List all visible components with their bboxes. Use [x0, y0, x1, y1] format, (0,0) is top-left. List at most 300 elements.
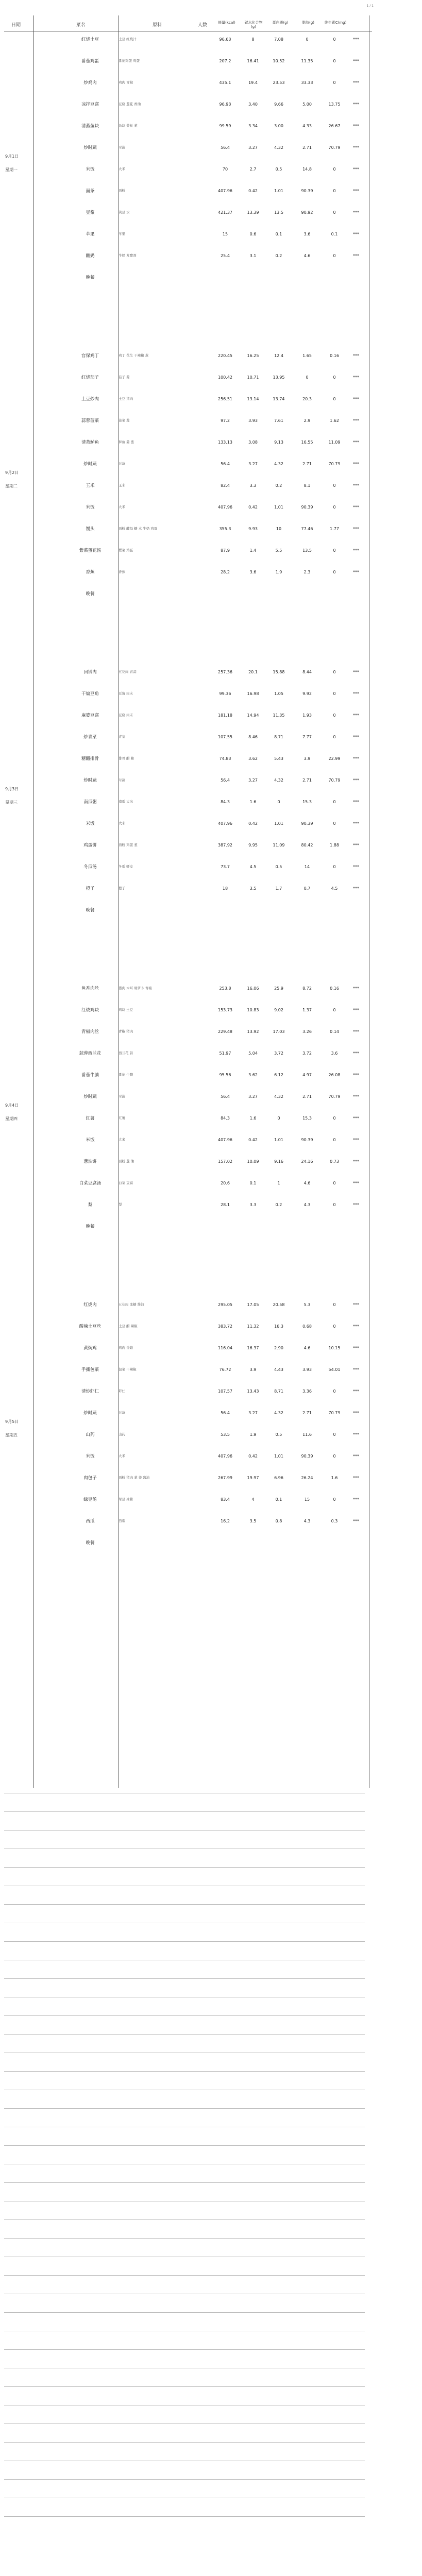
- mark-value: ***: [353, 210, 359, 215]
- carb-value: 10.71: [247, 375, 259, 380]
- fat-value: 2.9: [303, 418, 311, 423]
- protein-value: 7.61: [274, 418, 283, 423]
- carb-value: 10.83: [247, 1008, 259, 1012]
- header-fat: 脂肪(g): [302, 21, 314, 25]
- fat-value: 90.92: [301, 210, 313, 215]
- carb-value: 16.06: [247, 986, 259, 991]
- mark-value: ***: [353, 397, 359, 401]
- mark-value: ***: [353, 670, 359, 674]
- dish-name: 青椒肉丝: [81, 1029, 99, 1035]
- dish-ingredients: 面粉 酵母 糖 水 牛奶 鸡蛋: [119, 527, 158, 531]
- mark-value: ***: [353, 440, 359, 445]
- carb-value: 3.34: [248, 124, 258, 128]
- fat-value: 2.71: [302, 1411, 312, 1415]
- energy-value: 16.2: [221, 1519, 230, 1523]
- row-rule: [4, 2442, 365, 2443]
- vitc-value: 0: [333, 483, 336, 488]
- dish-name: 炒时蔬: [83, 778, 97, 783]
- dish-name: 清蒸鲈鱼: [81, 440, 99, 445]
- energy-value: 87.9: [221, 548, 230, 553]
- vitc-value: 0.16: [330, 353, 339, 358]
- protein-value: 25.9: [274, 986, 283, 991]
- row-rule: [4, 2238, 365, 2239]
- dish-ingredients: 红薯: [119, 1116, 125, 1120]
- dish-name: 凉拌豆腐: [81, 102, 99, 107]
- row-rule: [4, 2034, 365, 2035]
- mark-value: ***: [353, 353, 359, 358]
- protein-value: 11.35: [273, 713, 285, 718]
- fat-value: 15.3: [302, 1116, 312, 1121]
- vitc-value: 70.79: [328, 462, 341, 466]
- fat-value: 11.35: [301, 59, 313, 63]
- mark-value: ***: [353, 691, 359, 696]
- energy-value: 15: [222, 232, 228, 236]
- dish-ingredients: 面粉 葱 油: [119, 1159, 134, 1163]
- dish-ingredients: 面粉 猪肉 葱 姜 酱油: [119, 1476, 150, 1480]
- carb-value: 0.42: [248, 1138, 258, 1142]
- dish-ingredients: 鱼块 姜丝 葱: [119, 124, 138, 128]
- mark-value: ***: [353, 145, 359, 150]
- dish-name: 南瓜粥: [83, 800, 97, 805]
- fat-value: 90.39: [301, 505, 313, 510]
- dish-ingredients: 香蕉: [119, 570, 125, 574]
- carb-value: 1.6: [249, 1116, 257, 1121]
- fat-value: 4.3: [303, 1202, 311, 1207]
- protein-value: 0.5: [275, 1432, 282, 1437]
- dish-ingredients: 橙子: [119, 886, 125, 890]
- protein-value: 1: [277, 1181, 280, 1185]
- protein-value: 1.01: [274, 1138, 283, 1142]
- mark-value: ***: [353, 1029, 359, 1034]
- dish-ingredients: 鸡丁 花生 干辣椒 葱: [119, 353, 149, 358]
- mark-value: ***: [353, 189, 359, 193]
- vitc-value: 22.99: [328, 756, 341, 761]
- dish-ingredients: 土豆 红烧汁: [119, 37, 137, 41]
- mark-value: ***: [353, 1202, 359, 1207]
- fat-value: 4.6: [303, 1346, 311, 1350]
- energy-value: 181.18: [218, 713, 232, 718]
- vitc-value: 0.1: [331, 232, 338, 236]
- mark-value: ***: [353, 1094, 359, 1099]
- energy-value: 18: [222, 886, 228, 891]
- energy-value: 107.57: [218, 1389, 232, 1394]
- carb-value: 13.92: [247, 1029, 259, 1034]
- vitc-value: 70.79: [328, 145, 341, 150]
- protein-value: 4.32: [274, 778, 283, 783]
- row-rule: [4, 1904, 365, 1905]
- header-vitc: 维生素C(mg): [324, 21, 347, 25]
- vitc-value: 0: [333, 1302, 336, 1307]
- fat-value: 2.71: [302, 1094, 312, 1099]
- carb-value: 19.97: [247, 1476, 259, 1480]
- dish-name: 苹果: [86, 232, 95, 237]
- dish-name: 干煸豆角: [81, 691, 99, 697]
- row-rule: [4, 1830, 365, 1831]
- dish-ingredients: 白菜 豆腐: [119, 1181, 133, 1185]
- vitc-value: 0: [333, 397, 336, 401]
- fat-value: 3.36: [302, 1389, 312, 1394]
- dish-ingredients: 土豆 猪肉: [119, 397, 133, 401]
- energy-value: 51.97: [219, 1051, 231, 1056]
- energy-value: 28.1: [221, 1202, 230, 1207]
- vitc-value: 10.15: [328, 1346, 341, 1350]
- dish-name: 红烧肉: [83, 1302, 97, 1308]
- fat-value: 2.71: [302, 778, 312, 783]
- energy-value: 107.55: [218, 735, 232, 739]
- vitc-value: 0.14: [330, 1029, 339, 1034]
- carb-value: 16.98: [247, 691, 259, 696]
- day-date: 9月4日: [5, 1103, 19, 1108]
- row-rule: [4, 1978, 365, 1979]
- dish-ingredients: 南瓜 大米: [119, 800, 133, 804]
- fat-value: 5.3: [303, 1302, 311, 1307]
- day-weekday: 星期三: [5, 800, 18, 805]
- energy-value: 253.8: [219, 986, 231, 991]
- protein-value: 1.05: [274, 691, 283, 696]
- fat-value: 90.39: [301, 1138, 313, 1142]
- carb-value: 10.09: [247, 1159, 259, 1164]
- mark-value: ***: [353, 505, 359, 510]
- mark-value: ***: [353, 1008, 359, 1012]
- energy-value: 407.96: [218, 1138, 232, 1142]
- energy-value: 407.96: [218, 189, 232, 193]
- carb-value: 8: [251, 37, 255, 42]
- dish-name: 米饭: [86, 821, 95, 826]
- mark-value: ***: [353, 80, 359, 85]
- mark-value: ***: [353, 1138, 359, 1142]
- dish-ingredients: 猪肉 木耳 胡萝卜 青椒: [119, 986, 152, 990]
- protein-value: 10: [276, 527, 282, 531]
- carb-value: 0.42: [248, 821, 258, 826]
- energy-value: 99.59: [219, 124, 231, 128]
- vitc-value: 26.08: [328, 1073, 341, 1077]
- vitc-value: 0: [333, 1138, 336, 1142]
- header-energy: 能量(kcal): [218, 21, 235, 25]
- protein-value: 23.53: [273, 80, 285, 85]
- energy-value: 229.48: [218, 1029, 232, 1034]
- protein-value: 1.01: [274, 189, 283, 193]
- protein-value: 0.1: [275, 1497, 282, 1502]
- protein-value: 1.01: [274, 821, 283, 826]
- row-rule: [4, 2516, 365, 2517]
- dish-name: 红薯: [86, 1116, 95, 1121]
- vitc-value: 0: [333, 865, 336, 869]
- day-date: 9月1日: [5, 154, 19, 159]
- dish-ingredients: 大米: [119, 505, 125, 509]
- dish-name: 红烧茄子: [81, 375, 99, 380]
- carb-value: 0.6: [249, 232, 257, 236]
- protein-value: 1.9: [275, 570, 282, 574]
- mark-value: ***: [353, 1346, 359, 1350]
- dish-ingredients: 排骨 醋 糖: [119, 756, 134, 760]
- carb-value: 3.9: [249, 1367, 257, 1372]
- vitc-value: 3.6: [331, 1051, 338, 1056]
- dish-name: 黄焖鸡: [83, 1346, 97, 1351]
- fat-value: 4.3: [303, 1519, 311, 1523]
- vitc-value: 0: [333, 821, 336, 826]
- energy-value: 53.5: [221, 1432, 230, 1437]
- fat-value: 14.8: [302, 167, 312, 172]
- fat-value: 1.65: [302, 353, 312, 358]
- mark-value: ***: [353, 1389, 359, 1394]
- dish-ingredients: 鲈鱼 姜 葱: [119, 440, 134, 444]
- dish-ingredients: 豆腐 葱花 香油: [119, 102, 141, 106]
- protein-value: 0.1: [275, 232, 282, 236]
- mark-value: ***: [353, 375, 359, 380]
- energy-value: 84.3: [221, 800, 230, 804]
- fat-value: 3.6: [303, 232, 311, 236]
- vitc-value: 0: [333, 37, 336, 42]
- dish-name: 晚餐: [86, 908, 95, 913]
- fat-value: 2.71: [302, 145, 312, 150]
- mark-value: ***: [353, 1073, 359, 1077]
- vitc-value: 0: [333, 1389, 336, 1394]
- carb-value: 3.62: [248, 756, 258, 761]
- mark-value: ***: [353, 418, 359, 423]
- mark-value: ***: [353, 713, 359, 718]
- fat-value: 5.00: [302, 102, 312, 107]
- page-indicator: 1 / 1: [366, 4, 374, 8]
- mark-value: ***: [353, 527, 359, 531]
- dish-name: 酸奶: [86, 253, 95, 259]
- fat-value: 8.72: [302, 986, 312, 991]
- vitc-value: 54.01: [328, 1367, 341, 1372]
- energy-value: 387.92: [218, 843, 232, 848]
- carb-value: 3.3: [249, 1202, 257, 1207]
- mark-value: ***: [353, 1497, 359, 1502]
- dish-name: 鸡蛋饼: [83, 843, 97, 848]
- mark-value: ***: [353, 800, 359, 804]
- dish-name: 酸辣土豆丝: [79, 1324, 102, 1329]
- mark-value: ***: [353, 1476, 359, 1480]
- dish-name: 蒜蓉菠菜: [81, 418, 99, 423]
- vitc-value: 0: [333, 1181, 336, 1185]
- vitc-value: 0.16: [330, 986, 339, 991]
- carb-value: 11.32: [247, 1324, 259, 1329]
- vitc-value: 0.3: [331, 1519, 338, 1523]
- carb-value: 13.14: [247, 397, 259, 401]
- mark-value: ***: [353, 1411, 359, 1415]
- fat-value: 7.77: [302, 735, 312, 739]
- vitc-value: 0: [333, 80, 336, 85]
- fat-value: 0.7: [303, 886, 311, 891]
- protein-value: 17.03: [273, 1029, 285, 1034]
- dish-name: 炒时蔬: [83, 1411, 97, 1416]
- dish-name: 肉包子: [83, 1476, 97, 1481]
- fat-value: 4.6: [303, 1181, 311, 1185]
- energy-value: 76.72: [219, 1367, 231, 1372]
- vitc-value: 0: [333, 210, 336, 215]
- vitc-value: 0: [333, 713, 336, 718]
- energy-value: 116.04: [218, 1346, 232, 1350]
- mark-value: ***: [353, 865, 359, 869]
- dish-ingredients: 菠菜 蒜: [119, 418, 130, 422]
- energy-value: 56.4: [221, 1411, 230, 1415]
- day-weekday: 星期二: [5, 484, 18, 488]
- protein-value: 0.2: [275, 1202, 282, 1207]
- mark-value: ***: [353, 1324, 359, 1329]
- header-carb: 碳水化合物(g): [244, 21, 263, 29]
- vitc-value: 0: [333, 1454, 336, 1459]
- fat-value: 4.6: [303, 253, 311, 258]
- energy-value: 383.72: [218, 1324, 232, 1329]
- protein-value: 2.90: [274, 1346, 283, 1350]
- protein-value: 0.5: [275, 167, 282, 172]
- dish-name: 面条: [86, 189, 95, 194]
- vitc-value: 0: [333, 59, 336, 63]
- vitc-value: 0: [333, 800, 336, 804]
- fat-value: 0: [306, 37, 309, 42]
- vitc-value: 0: [333, 505, 336, 510]
- dish-ingredients: 土豆 醋 辣椒: [119, 1324, 138, 1328]
- dish-name: 梨: [88, 1202, 93, 1208]
- energy-value: 56.4: [221, 778, 230, 783]
- energy-value: 407.96: [218, 1454, 232, 1459]
- mark-value: ***: [353, 1116, 359, 1121]
- fat-value: 3.26: [302, 1029, 312, 1034]
- mark-value: ***: [353, 1454, 359, 1459]
- energy-value: 56.4: [221, 462, 230, 466]
- day-date: 9月2日: [5, 470, 19, 475]
- dish-name: 炒时蔬: [83, 1094, 97, 1099]
- carb-value: 9.93: [248, 527, 258, 531]
- dish-name: 豆浆: [86, 210, 95, 215]
- dish-name: 白菜豆腐汤: [79, 1181, 102, 1186]
- fat-value: 8.1: [303, 483, 311, 488]
- protein-value: 1.7: [275, 886, 282, 891]
- vitc-value: 0: [333, 375, 336, 380]
- carb-value: 4.5: [249, 865, 257, 869]
- row-rule: [4, 1867, 365, 1868]
- mark-value: ***: [353, 232, 359, 236]
- dish-name: 炒时蔬: [83, 462, 97, 467]
- carb-value: 9.95: [248, 843, 258, 848]
- mark-value: ***: [353, 570, 359, 574]
- carb-value: 1.6: [249, 800, 257, 804]
- vitc-value: 0: [333, 548, 336, 553]
- mark-value: ***: [353, 462, 359, 466]
- vitc-value: 0: [333, 1008, 336, 1012]
- carb-value: 16.37: [247, 1346, 259, 1350]
- dish-name: 米饭: [86, 167, 95, 172]
- fat-value: 4.97: [302, 1073, 312, 1077]
- protein-value: 11.09: [273, 843, 285, 848]
- dish-ingredients: 玉米: [119, 483, 125, 487]
- dish-name: 炒时蔬: [83, 145, 97, 150]
- vitc-value: 0: [333, 670, 336, 674]
- dish-ingredients: 番茄鸡蛋 鸡蛋: [119, 59, 140, 63]
- dish-name: 橙子: [86, 886, 95, 891]
- carb-value: 3.5: [249, 1519, 257, 1523]
- dish-name: 葱油饼: [83, 1159, 97, 1164]
- vitc-value: 0: [333, 1497, 336, 1502]
- energy-value: 153.73: [218, 1008, 232, 1012]
- row-rule: [4, 2479, 365, 2480]
- carb-value: 3.1: [249, 253, 257, 258]
- mark-value: ***: [353, 167, 359, 172]
- mark-value: ***: [353, 1302, 359, 1307]
- carb-value: 20.1: [248, 670, 258, 674]
- dish-ingredients: 大米: [119, 1454, 125, 1458]
- dish-ingredients: 面粉: [119, 189, 125, 193]
- day-weekday: 星期五: [5, 1433, 18, 1437]
- dish-name: 炒青菜: [83, 735, 97, 740]
- mark-value: ***: [353, 1181, 359, 1185]
- fat-value: 24.16: [301, 1159, 313, 1164]
- dish-ingredients: 苹果: [119, 232, 125, 236]
- carb-value: 3.27: [248, 778, 258, 783]
- protein-value: 8.71: [274, 1389, 283, 1394]
- dish-name: 红烧土豆: [81, 37, 99, 42]
- dish-ingredients: 时蔬: [119, 1411, 125, 1415]
- protein-value: 9.66: [274, 102, 283, 107]
- dish-name: 土豆炒肉: [81, 397, 99, 402]
- dish-name: 香蕉: [86, 570, 95, 575]
- mark-value: ***: [353, 778, 359, 783]
- dish-ingredients: 大米: [119, 167, 125, 171]
- dish-name: 炒鸡肉: [83, 80, 97, 86]
- dish-ingredients: 五花肉 冰糖 酱油: [119, 1302, 144, 1307]
- energy-value: 74.83: [219, 756, 231, 761]
- dish-name: 晚餐: [86, 1224, 95, 1229]
- energy-value: 256.51: [218, 397, 232, 401]
- protein-value: 0: [277, 1116, 280, 1121]
- protein-value: 5.5: [275, 548, 282, 553]
- protein-value: 4.43: [274, 1367, 283, 1372]
- protein-value: 3.72: [274, 1051, 283, 1056]
- dish-ingredients: 虾仁: [119, 1389, 125, 1393]
- fat-value: 0: [306, 375, 309, 380]
- dish-name: 玉米: [86, 483, 95, 488]
- fat-value: 13.5: [302, 548, 312, 553]
- row-rule: [4, 1811, 365, 1812]
- vitc-value: 0.73: [330, 1159, 339, 1164]
- protein-value: 13.5: [274, 210, 283, 215]
- energy-value: 20.6: [221, 1181, 230, 1185]
- carb-value: 13.43: [247, 1389, 259, 1394]
- dish-name: 晚餐: [86, 275, 95, 280]
- protein-value: 8.71: [274, 735, 283, 739]
- carb-value: 3.40: [248, 102, 258, 107]
- dish-ingredients: 绿豆 冰糖: [119, 1497, 133, 1501]
- fat-value: 8.44: [302, 670, 312, 674]
- mark-value: ***: [353, 886, 359, 891]
- mark-value: ***: [353, 59, 359, 63]
- row-rule: [4, 2386, 365, 2387]
- column-divider: [33, 15, 34, 1788]
- dish-name: 手撕包菜: [81, 1367, 99, 1372]
- dish-name: 麻婆豆腐: [81, 713, 99, 718]
- dish-ingredients: 大米: [119, 1138, 125, 1142]
- dish-ingredients: 黄豆 水: [119, 210, 130, 214]
- protein-value: 13.95: [273, 375, 285, 380]
- carb-value: 3.27: [248, 1411, 258, 1415]
- header-protein: 蛋白质(g): [272, 21, 289, 25]
- fat-value: 90.39: [301, 189, 313, 193]
- mark-value: ***: [353, 102, 359, 107]
- carb-value: 0.42: [248, 189, 258, 193]
- energy-value: 267.99: [218, 1476, 232, 1480]
- dish-name: 绿豆汤: [83, 1497, 97, 1502]
- energy-value: 133.13: [218, 440, 232, 445]
- fat-value: 33.33: [301, 80, 313, 85]
- mark-value: ***: [353, 843, 359, 848]
- protein-value: 0.5: [275, 865, 282, 869]
- row-rule: [4, 2349, 365, 2350]
- protein-value: 4.32: [274, 1094, 283, 1099]
- fat-value: 1.93: [302, 713, 312, 718]
- fat-value: 90.39: [301, 821, 313, 826]
